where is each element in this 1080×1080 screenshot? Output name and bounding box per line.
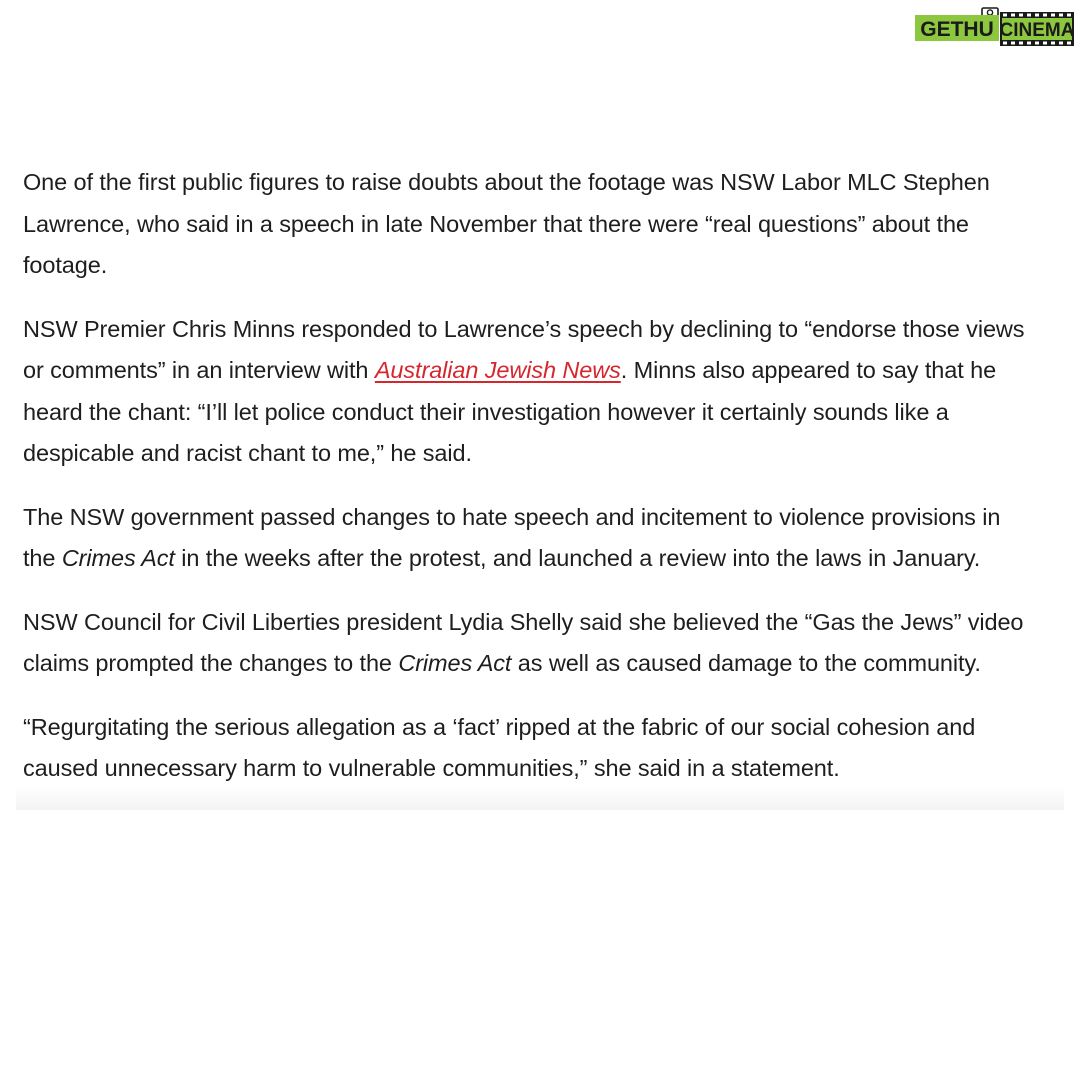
paragraph-2-text-before: NSW Premier Chris Minns responded to Lawrence’s speech by declining to “endorse those views or comments” in an interview with <box>23 315 1025 383</box>
paragraph-3-text-after: in the weeks after the protest, and launched a review into the laws in January. <box>174 545 981 571</box>
paragraph-5-text: “Regurgitating the serious allegation as a ‘fact’ ripped at the fabric of our social cohesion and caused unnecessary harm to vulnerable communities,” she said in a statement. <box>23 713 976 781</box>
paragraph-4-text-after: as well as caused damage to the community. <box>511 650 981 676</box>
paragraph-1 <box>23 162 1033 287</box>
paragraph-5 <box>23 707 1033 790</box>
crimes-act-emphasis: Crimes Act <box>398 650 512 676</box>
logo-text-right: CINEMA <box>999 20 1075 41</box>
logo-graphic <box>914 6 1076 46</box>
paragraph-4 <box>23 602 1033 685</box>
paragraph-4-text-before: NSW Council for Civil Liberties president Lydia Shelly said she believed the “Gas the Jews” video claims prompted the changes to the <box>23 608 1024 676</box>
gethu-cinema-logo <box>914 6 1076 46</box>
paragraph-1-text: One of the first public figures to raise doubts about the footage was NSW Labor MLC Stephen Lawrence, who said in a speech in late November that there were “real questions” about the footage. <box>23 169 990 278</box>
paragraph-2 <box>23 309 1033 475</box>
australian-jewish-news-link[interactable]: Australian Jewish News <box>374 357 621 383</box>
content-fade-divider <box>16 786 1064 810</box>
paragraph-3 <box>23 497 1033 580</box>
paragraph-3-text-before: The NSW government passed changes to hate speech and incitement to violence provisions in the <box>23 503 1001 571</box>
paragraph-2-text-after: . Minns also appeared to say that he heard the chant: “I’ll let police conduct their investigation however it certainly sounds like a despicable and racist chant to me,” he said. <box>23 357 997 466</box>
article-body <box>23 162 1033 812</box>
crimes-act-emphasis: Crimes Act <box>61 545 175 571</box>
logo-text-left: GETHU <box>920 18 994 41</box>
